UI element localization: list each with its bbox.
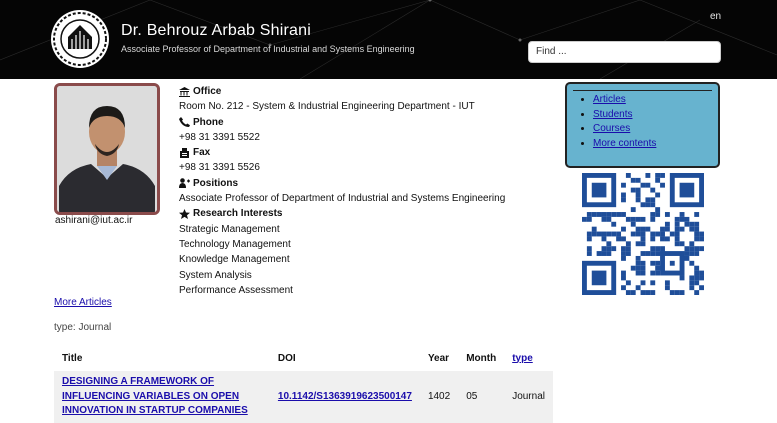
article-year: 1402 [420, 371, 458, 423]
more-articles-link[interactable]: More Articles [54, 297, 112, 308]
profile-photo [54, 83, 160, 215]
article-type-label: type: Journal [54, 322, 112, 333]
interest-item: Technology Management [179, 238, 291, 250]
positions-heading [179, 176, 505, 191]
institution-icon [179, 87, 190, 97]
column-type [504, 345, 553, 371]
phone-icon [179, 117, 190, 127]
fax-icon [179, 148, 190, 158]
articles-link[interactable]: Articles [593, 94, 626, 105]
table-header-row [54, 345, 553, 371]
site-title[interactable]: Dr. Behrouz Arbab Shirani [121, 22, 311, 39]
sort-type-link[interactable]: type [512, 352, 533, 364]
sidebar-links-box [565, 82, 720, 168]
column-month: Month [466, 352, 497, 364]
table-row [54, 371, 553, 423]
fax-label: Fax [193, 147, 211, 159]
interest-item: Strategic Management [179, 223, 280, 235]
sidebar-item-students [593, 108, 656, 123]
interest-item: Performance Assessment [179, 284, 293, 296]
sidebar-links [593, 93, 656, 151]
star-icon [179, 209, 190, 219]
phone-value: +98 31 3391 5522 [179, 131, 260, 143]
site-header [0, 0, 777, 79]
students-link[interactable]: Students [593, 108, 633, 120]
interest-item: System Analysis [179, 269, 252, 281]
fax-heading [179, 145, 505, 160]
column-title: Title [62, 352, 83, 364]
network-background [0, 0, 777, 79]
university-logo[interactable] [50, 9, 110, 69]
office-value: Room No. 212 - System & Industrial Engineering Department - IUT [179, 101, 475, 113]
user-plus-icon [179, 178, 190, 188]
contact-info [179, 84, 505, 298]
article-month: 05 [458, 371, 504, 423]
articles-table [54, 345, 553, 423]
more-contents-link[interactable]: More contents [593, 137, 657, 149]
office-heading [179, 84, 505, 99]
phone-label: Phone [193, 116, 224, 128]
divider [573, 90, 712, 91]
article-title-link[interactable]: DESIGNING A FRAMEWORK OF INFLUENCING VARIABLES ON OPEN INNOVATION IN STARTUP COMPANIES [62, 376, 248, 417]
language-switch[interactable]: en [710, 11, 722, 22]
sidebar-item-more [593, 137, 656, 152]
email: ashirani@iut.ac.ir [55, 215, 133, 226]
courses-link[interactable]: Courses [593, 123, 631, 135]
interests-heading [179, 206, 505, 221]
person-portrait-icon [57, 86, 157, 212]
article-title-cell [54, 371, 270, 423]
article-doi-cell [270, 371, 420, 423]
position-value: Associate Professor of Department of Industrial and Systems Engineering [179, 193, 506, 205]
phone-heading [179, 115, 505, 130]
qr-code [582, 173, 704, 295]
column-year: Year [427, 352, 450, 364]
article-doi-link[interactable]: 10.1142/S1363919623500147 [277, 391, 412, 403]
interest-item: Knowledge Management [179, 254, 290, 266]
office-label: Office [193, 86, 222, 97]
search-input[interactable]: Find ... [528, 41, 721, 63]
column-doi: DOI [277, 352, 296, 364]
sidebar-item-courses [593, 122, 656, 137]
article-type: Journal [504, 371, 553, 423]
positions-label: Positions [193, 177, 239, 189]
fax-value: +98 31 3391 5526 [179, 162, 260, 174]
site-subtitle: Associate Professor of Department of Industrial and Systems Engineering [121, 44, 415, 54]
interests-label: Research Interests [193, 208, 283, 220]
sidebar-item-articles [593, 93, 656, 108]
